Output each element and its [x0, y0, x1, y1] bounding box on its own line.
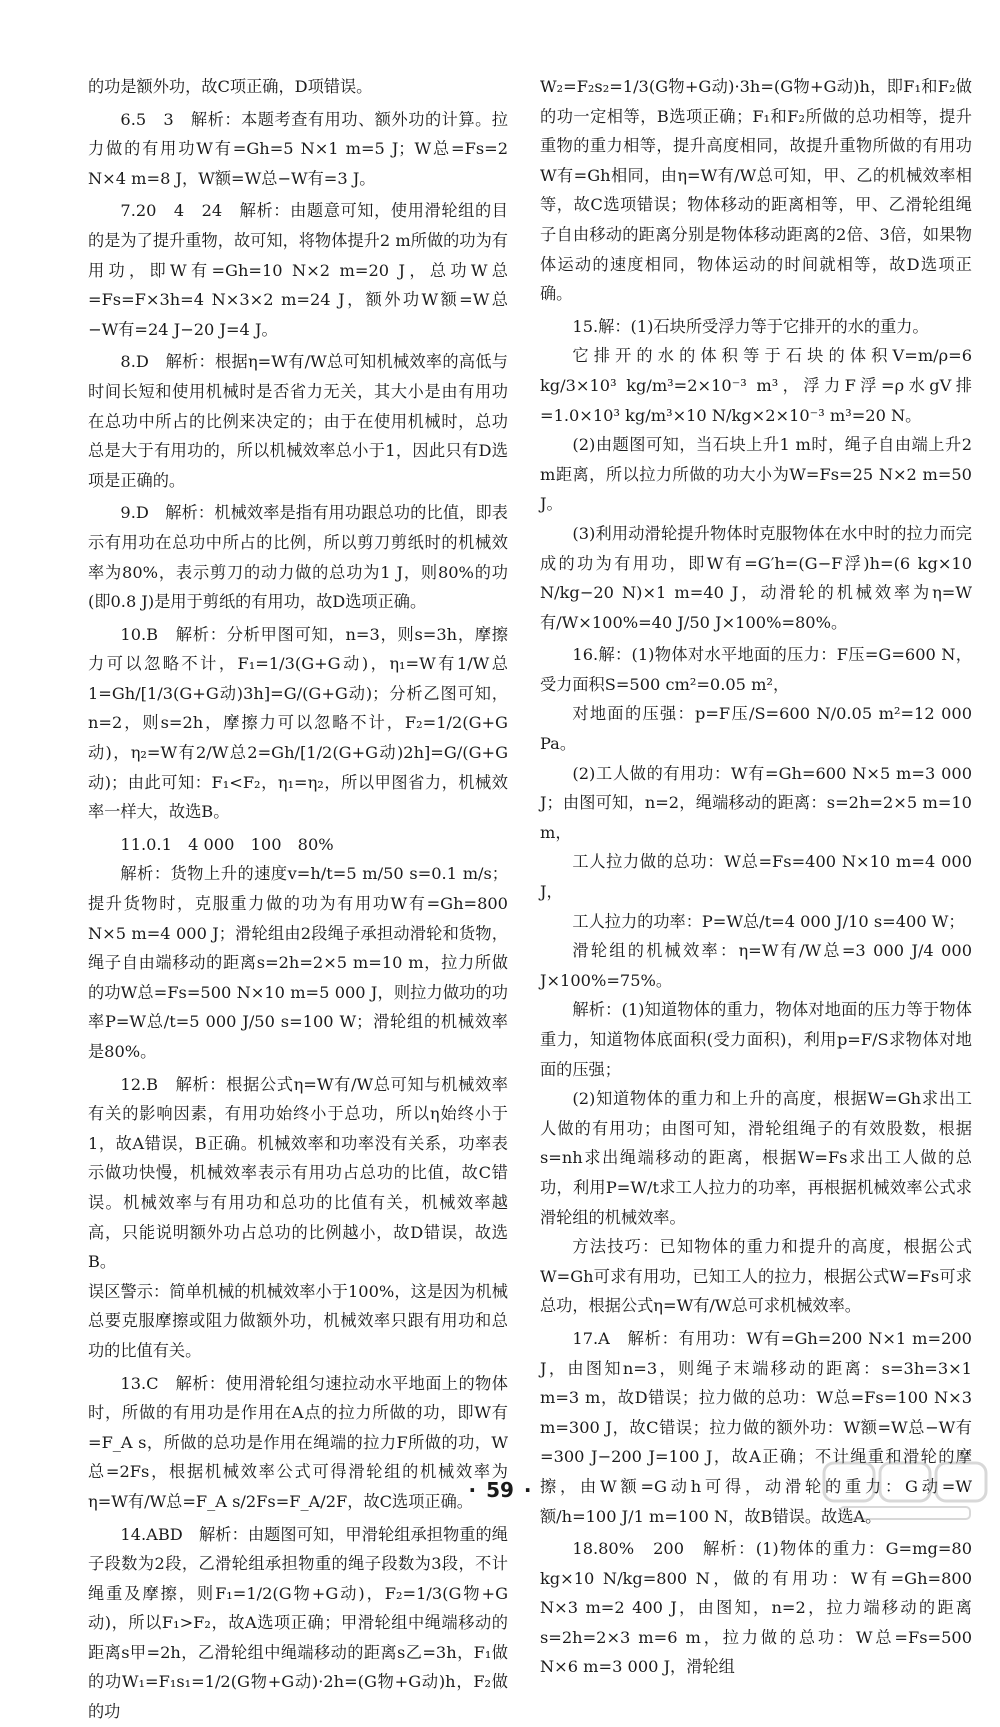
answer-16-total-work: 工人拉力做的总功：W总=Fs=400 N×10 m=4 000 J，	[540, 852, 972, 902]
answer-15-part-1: 它排开的水的体积等于石块的体积V=m/ρ=6 kg/3×10³ kg/m³=2×10⁻³ m³，浮力F浮=ρ水gV排=1.0×10³ kg/m³×10 N/kg×2×10⁻³ m³=20 N。	[540, 346, 972, 425]
answer-10: 10.B 解析：分析甲图可知，n=3，则s=3h，摩擦力可以忽略不计，F₁=1/3(G+G动)，η₁=W有1/W总1=Gh/[1/3(G+G动)3h]=G/(G+G动)；分析乙图可知，n=2，则s=2h，摩擦力可以忽略不计，F₂=1/2(G+G动)，η₂=W有2/W总2=Gh/[1/2(G+G动)2h]=G/(G+G动)；由此可知：F₁<F₂，η₁=η₂，所以甲图省力，机械效率一样大，故选B。	[88, 624, 508, 822]
answer-16-analysis-2: (2)知道物体的重力和上升的高度，根据W=Gh求出工人做的有用功；由图可知，滑轮组绳子的有效股数，根据s=nh求出绳端移动的距离，根据W=Fs求出工人做的总功，利用P=W/t求工人拉力的功率，再根据机械效率公式求滑轮组的机械效率。	[540, 1089, 972, 1227]
answer-11-analysis: 解析：货物上升的速度v=h/t=5 m/50 s=0.1 m/s；提升货物时，克服重力做的功为有用功W有=Gh=800 N×5 m=4 000 J；滑轮组由2段绳子承担动滑轮和货物，绳子自由端移动的距离s=2h=2×5 m=10 m，拉力所做的功W总=Fs=500 N×10 m=5 000 J，则拉力做功的功率P=W总/t=5 000 J/50 s=100 W；滑轮组的机械效率是80%。	[88, 864, 508, 1061]
answer-7: 7.20 4 24 解析：由题意可知，使用滑轮组的目的是为了提升重物，故可知，将物体提升2 m所做的功为有用功，即W有=Gh=10 N×2 m=20 J，总功W总=Fs=F×3h=4 N×3×2 m=24 J，额外功W额=W总−W有=24 J−20 J=4 J。	[88, 201, 508, 339]
paragraph: 的功是额外功，故C项正确，D项错误。	[88, 77, 373, 96]
answer-16-analysis: 解析：(1)知道物体的重力，物体对地面的压力等于物体重力，知道物体底面积(受力面积)，利用p=F/S求物体对地面的压强；	[540, 1000, 972, 1079]
answer-16: 16.解：(1)物体对水平地面的压力：F压=G=600 N，受力面积S=500 cm²=0.05 m²，	[540, 645, 972, 694]
answer-15: 15.解：(1)石块所受浮力等于它排开的水的重力。	[572, 316, 929, 336]
answer-8: 8.D 解析：根据η=W有/W总可知机械效率的高低与时间长短和使用机械时是否省力无关，其大小是由有用功在总功中所占的比例来决定的；由于在使用机械时，总功总是大于有用功的，所以机械效率总小于1，因此只有D选项是正确的。	[88, 352, 508, 490]
answer-16-power: 工人拉力的功率：P=W总/t=4 000 J/10 s=400 W；	[572, 911, 965, 931]
answer-16-efficiency: 滑轮组的机械效率：η=W有/W总=3 000 J/4 000 J×100%=75%。	[540, 941, 972, 990]
answer-11: 11.0.1 4 000 100 80%	[120, 834, 334, 854]
answer-14-continued: W₂=F₂s₂=1/3(G物+G动)·3h=(G物+G动)h，即F₁和F₂做的功一定相等，B选项正确；F₁和F₂所做的总功相等，提升重物的重力相等，提升高度相同，故提升重物所做的有用功W有=Gh相同，由η=W有/W总可知，甲、乙的机械效率相等，故C选项错误；物体移动的距离相等，甲、乙滑轮组绳子自由移动的距离分别是物体移动距离的2倍、3倍，如果物体运动的速度相同，物体运动的时间就相等，故D选项正确。	[540, 77, 972, 304]
right-column	[540, 72, 972, 1682]
answer-13: 13.C 解析：使用滑轮组匀速拉动水平地面上的物体时，所做的有用功是作用在A点的拉力所做的功，即W有=F_A s，所做的总功是作用在绳端的拉力F所做的功，W总=2Fs，根据机械效率公式可得滑轮组的机械效率为η=W有/W总=F_A s/2Fs=F_A/2F，故C选项正确。	[88, 1373, 508, 1511]
answer-9: 9.D 解析：机械效率是指有用功跟总功的比值，即表示有用功在总功中所占的比例，所以剪刀剪纸时的机械效率为80%，表示剪刀的动力做的总功为1 J，则80%的功(即0.8 J)是用于剪纸的有用功，故D选项正确。	[88, 503, 508, 612]
answer-6: 6.5 3 解析：本题考查有用功、额外功的计算。拉力做的有用功W有=Gh=5 N×1 m=5 J；W总=Fs=2 N×4 m=8 J，W额=W总−W有=3 J。	[88, 109, 508, 188]
answer-18: 18.80% 200 解析：(1)物体的重力：G=mg=80 kg×10 N/kg=800 N，做的有用功：W有=Gh=800 N×3 m=2 400 J，由图知，n=2，拉力端移动的距离s=2h=2×3 m=6 m，拉力做的总功：W总=Fs=500 N×6 m=3 000 J，滑轮组	[540, 1539, 972, 1677]
answer-17: 17.A 解析：有用功：W有=Gh=200 N×1 m=200 J，由图知n=3，则绳子末端移动的距离：s=3h=3×1 m=3 m，故D错误；拉力做的总功：W总=Fs=100 N×3 m=300 J，故C错误；拉力做的额外功：W额=W总−W有=300 J−200 J=100 J，故A正确；不计绳重和滑轮的摩擦，由W额=G动h可得，动滑轮的重力：G动=W额/h=100 J/1 m=100 N，故B错误。故选A。	[540, 1328, 972, 1526]
watermark-logo	[820, 1459, 990, 1523]
common-mistake-note: 误区警示：简单机械的机械效率小于100%，这是因为机械总要克服摩擦或阻力做额外功，机械效率只跟有用功和总功的比值有关。	[88, 1281, 508, 1360]
answer-16-part-2: (2)工人做的有用功：W有=Gh=600 N×5 m=3 000 J；由图可知，n=2，绳端移动的距离：s=2h=2×5 m=10 m，	[540, 763, 972, 842]
method-tip: 方法技巧：已知物体的重力和提升的高度，根据公式W=Gh可求有用功，已知工人的拉力，根据公式W=Fs可求总功，根据公式η=W有/W总可求机械效率。	[540, 1237, 972, 1316]
page-number: · 59 ·	[0, 1478, 1000, 1502]
answer-15-part-3: (3)利用动滑轮提升物体时克服物体在水中时的拉力而完成的功为有用功，即W有=G′h=(G−F浮)h=(6 kg×10 N/kg−20 N)×1 m=40 J，动滑轮的机械效率为η=W有/W×100%=40 J/50 J×100%=80%。	[540, 523, 972, 632]
answer-12: 12.B 解析：根据公式η=W有/W总可知与机械效率有关的影响因素，有用功始终小于总功，所以η始终小于1，故A错误，B正确。机械效率和功率没有关系，功率表示做功快慢，机械效率表示有用功占总功的比值，故C错误。机械效率与有用功和总功的比值有关，机械效率越高，只能说明额外功占总功的比例越小，故D错误，故选B。	[88, 1074, 508, 1272]
answer-15-part-2: (2)由题图可知，当石块上升1 m时，绳子自由端上升2 m距离，所以拉力所做的功大小为W=Fs=25 N×2 m=50 J。	[540, 435, 972, 514]
answer-16-pressure: 对地面的压强：p=F压/S=600 N/0.05 m²=12 000 Pa。	[540, 704, 972, 754]
answer-14: 14.ABD 解析：由题图可知，甲滑轮组承担物重的绳子段数为2段，乙滑轮组承担物重的绳子段数为3段，不计绳重及摩擦，则F₁=1/2(G物+G动)，F₂=1/3(G物+G动)，所以F₁>F₂，故A选项正确；甲滑轮组中绳端移动的距离s甲=2h，乙滑轮组中绳端移动的距离s乙=3h，F₁做的功W₁=F₁s₁=1/2(G物+G动)·2h=(G物+G动)h，F₂做的功	[88, 1524, 508, 1722]
